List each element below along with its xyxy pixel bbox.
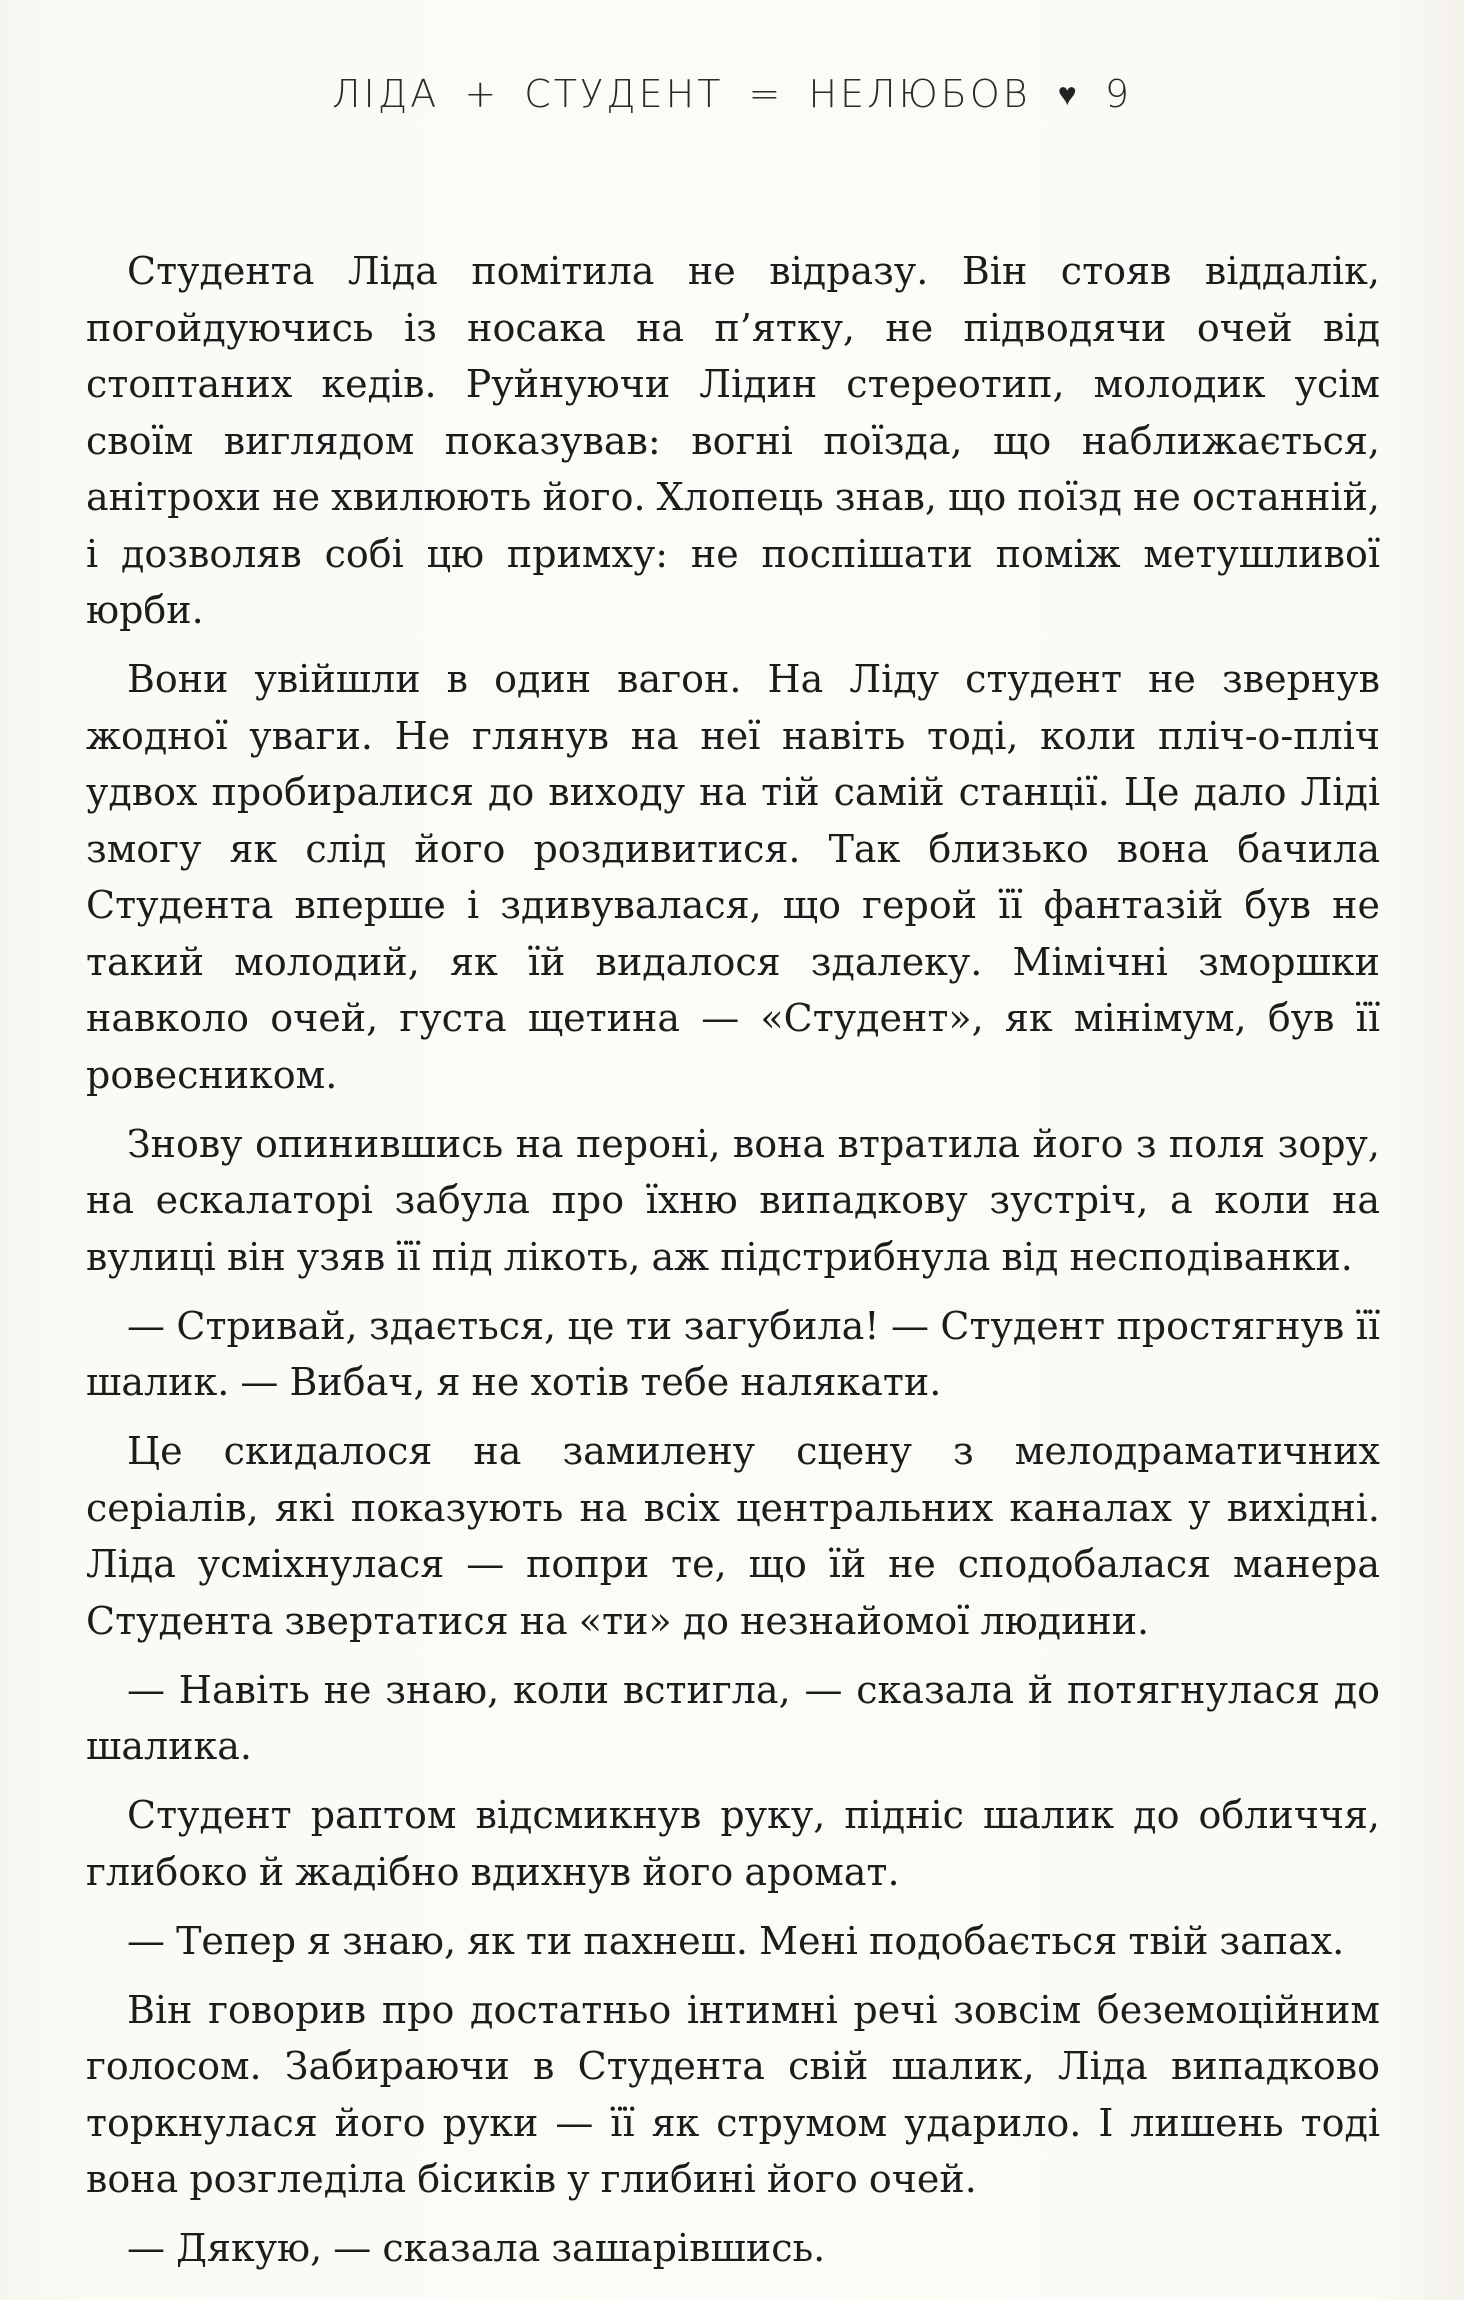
paragraph-5: Це скидалося на замилену сцену з мелодраматичних серіалів, які показують на всіх центральних каналах у вихідні. Ліда усміхнулася — попри те, що їй не сподобалася манера Студента звертатися на «ти» до незнайомої людини. [86, 1429, 1380, 1643]
paragraph-4-dialogue: — Стривай, здається, це ти загубила! — Студент простягнув її шалик. — Вибач, я не хотів тебе налякати. [86, 1303, 1380, 1404]
header-plus-sign: + [464, 72, 500, 116]
running-header [0, 72, 1464, 116]
paragraph-1: Студента Ліда помітила не відразу. Він стояв віддалік, погойдуючись із носака на п’ятку, не підводячи очей від стоптаних кедів. Руйнуючи Лідин стереотип, молодик усім своїм виглядом показував: вогні поїзда, що наближається, анітрохи не хвилюють його. Хлопець знав, що поїзд не останній, і дозволяв собі цю примху: не поспішати поміж метушливої юрби. [86, 249, 1380, 632]
paragraph-10-dialogue: — Дякую, — сказала зашарівшись. [127, 2226, 826, 2270]
paragraph-3: Знову опинившись на пероні, вона втратила його з поля зору, на ескалаторі забула про їхню випадкову зустріч, а коли на вулиці він узяв її під лікоть, аж підстрибнула від несподіванки. [86, 1121, 1380, 1279]
body-text [86, 243, 1380, 2289]
paragraph-6-dialogue: — Навіть не знаю, коли встигла, — сказала й потягнулася до шалика. [86, 1667, 1380, 1768]
header-title-part-1: ЛІДА [331, 72, 440, 116]
page-number: 9 [1104, 72, 1133, 116]
heart-icon: ♥ [1057, 75, 1080, 113]
paragraph-2: Вони увійшли в один вагон. На Ліду студент не звернув жодної уваги. Не глянув на неї навіть тоді, коли пліч-о-пліч удвох пробиралися до виходу на тій самій станції. Це дало Ліді змогу як слід його роздивитися. Так близько вона бачила Студента вперше і здивувалася, що герой її фантазій був не такий молодий, як їй видалося здалеку. Мімічні зморшки навколо очей, густа щетина — «Студент», як мінімум, був її ровесником. [86, 657, 1380, 1097]
header-equals-sign: = [748, 72, 784, 116]
paragraph-7: Студент раптом відсмикнув руку, підніс шалик до обличчя, глибоко й жадібно вдихнув його аромат. [86, 1793, 1380, 1894]
header-title-part-2: СТУДЕНТ [524, 72, 724, 116]
paragraph-9: Він говорив про достатньо інтимні речі зовсім беземоційним голосом. Забираючи в Студента свій шалик, Ліда випадково торкнулася його руки — її як струмом ударило. І лишень тоді вона розгледіла бісиків у глибині його очей. [86, 1987, 1380, 2201]
paragraph-8-dialogue: — Тепер я знаю, як ти пахнеш. Мені подобається твій запах. [127, 1918, 1345, 1963]
header-title-part-3: НЕЛЮБОВ [808, 72, 1031, 116]
